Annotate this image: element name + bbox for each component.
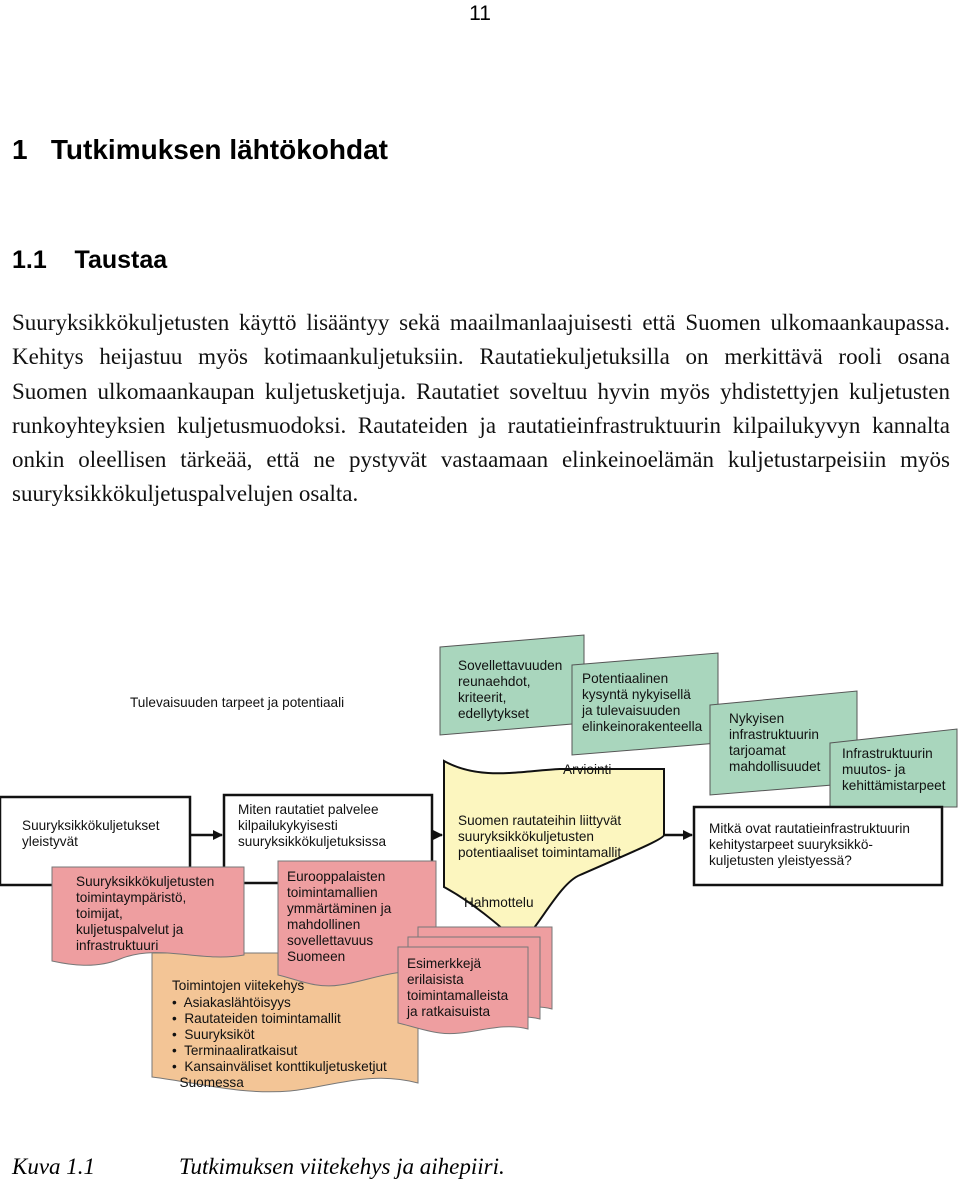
european-models-label: Eurooppalaisten toimintamallien ymmärtäminen ja mahdollinen sovellettavuus Suomeen	[287, 869, 392, 964]
outline-label: Hahmottelu	[464, 895, 534, 910]
caption-label: Kuva 1.1	[12, 1154, 96, 1179]
applicability-label: Sovellettavuuden reunaehdot, kriteerit, edellytykset	[458, 658, 563, 721]
section-heading: 1.1 Taustaa	[12, 246, 168, 274]
body-paragraph: Suuryksikkökuljetusten käyttö lisääntyy sekä maailmanlaajuisesti että Suomen ulkomaankaupassa. Kehitys heijastuu myös kotimaankuljetuksiin. Rautatiekuljetuksilla on merkittävä rooli osana Suomen ulkomaankaupan kuljetusketjuja. Rautatiet soveltuu hyvin myös yhdistettyjen kuljetusten runkoyhteyksien kuljetusmuodoksi. Rautateiden ja rautatieinfrastruktuurin kilpailukyvyn kannalta onkin oleellisen tärkeää, että ne pystyvät vastaamaan elinkeinoelämän kuljetustarpeisiin myös suuryksikkökuljetuspalvelujen osalta.	[12, 310, 950, 507]
infra-question-label: Mitkä ovat rautatieinfrastruktuurin kehitystarpeet suuryksikkö- kuljetusten yleistyessä?	[709, 821, 910, 868]
page-number: 11	[469, 2, 491, 25]
chapter-heading: 1 Tutkimuksen lähtökohdat	[12, 134, 388, 165]
framework-item: • Rautateiden toimintamallit	[172, 1011, 341, 1026]
framework-item: • Asiakaslähtöisyys	[172, 995, 291, 1010]
future-needs-label: Tulevaisuuden tarpeet ja potentiaali	[130, 695, 345, 710]
finnish-models-label: Suomen rautateihin liittyvät suuryksikkökuljetusten potentiaaliset toimintamallit	[458, 813, 622, 860]
unit-transport-label: Suuryksikkökuljetukset yleistyvät	[22, 818, 160, 849]
framework-title: Toimintojen viitekehys	[172, 978, 305, 993]
framework-item: • Terminaaliratkaisut	[172, 1043, 298, 1058]
environment-label: Suuryksikkökuljetusten toimintaympäristö, toimijat, kuljetuspalvelut ja infrastruktuuri	[76, 874, 215, 953]
framework-diagram	[0, 625, 960, 1125]
framework-item: • Kansainväliset konttikuljetusketjut Suomessa	[172, 1059, 387, 1090]
infra-change-label: Infrastruktuurin muutos- ja kehittämistarpeet	[842, 746, 946, 793]
evaluation-label: Arviointi	[563, 762, 612, 777]
potential-demand-label: Potentiaalinen kysyntä nykyisellä ja tulevaisuuden elinkeinorakenteella	[582, 671, 703, 734]
current-infra-label: Nykyisen infrastruktuurin tarjoamat mahdollisuudet	[729, 711, 821, 774]
framework-item: • Suuryksiköt	[172, 1027, 255, 1042]
caption-text: Tutkimuksen viitekehys ja aihepiiri.	[179, 1154, 505, 1179]
examples-label: Esimerkkejä erilaisista toimintamalleista ja ratkaisuista	[407, 956, 509, 1019]
how-railways-label: Miten rautatiet palvelee kilpailukykyisesti suuryksikkökuljetuksissa	[238, 802, 387, 849]
